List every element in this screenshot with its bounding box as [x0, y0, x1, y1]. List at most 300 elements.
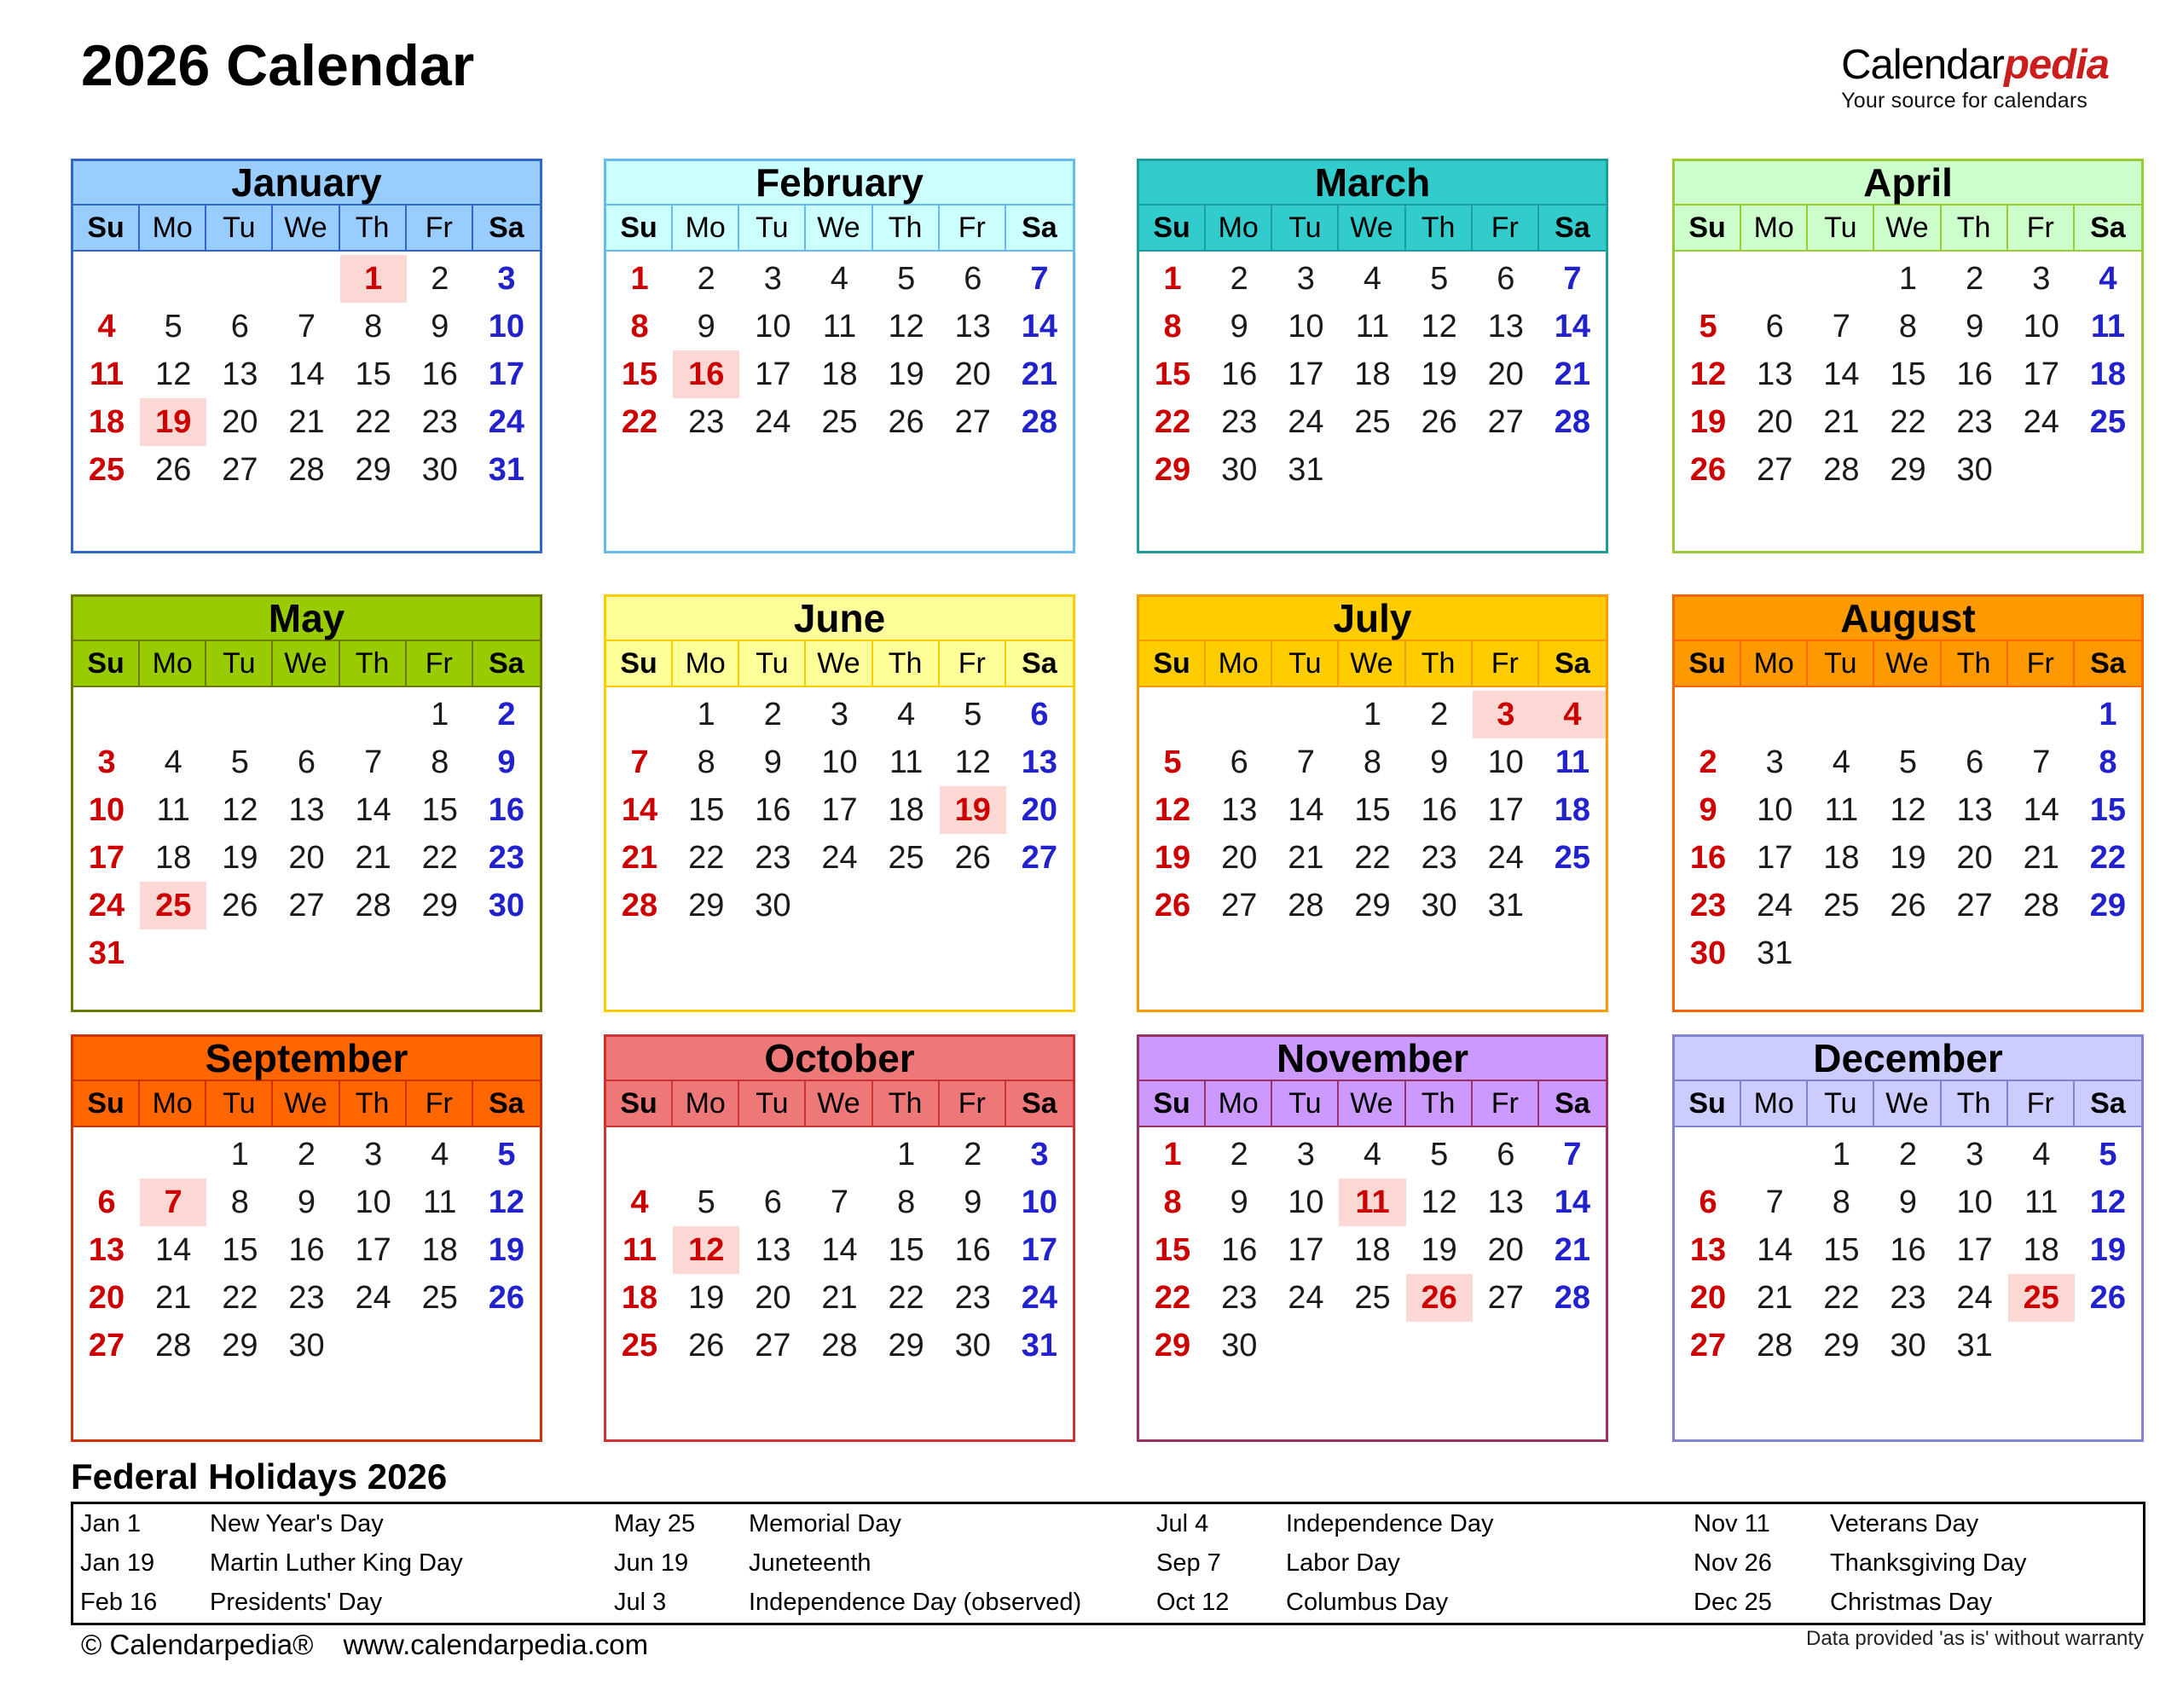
day-cell: 30: [954, 1327, 991, 1364]
weekday-label: Su: [73, 1081, 140, 1126]
weekday-label: We: [1874, 1081, 1941, 1126]
day-cell: 1: [697, 696, 715, 732]
month-july: [1137, 594, 1608, 1012]
day-cell: 2: [1699, 744, 1717, 780]
day-cell: 3: [1966, 1136, 1984, 1172]
empty-cell: [140, 929, 206, 977]
day-cell: 19: [1890, 839, 1926, 876]
month-december: [1672, 1034, 2144, 1442]
day-cell: 25: [88, 451, 125, 488]
day-cell: 22: [1154, 1279, 1191, 1316]
day-cell: 22: [1823, 1279, 1860, 1316]
day-cell: 21: [288, 403, 325, 440]
day-cell: 19: [222, 839, 258, 876]
day-cell: 23: [1689, 887, 1727, 923]
day-cell: 11: [1555, 744, 1589, 780]
day-cell: 27: [1487, 403, 1524, 440]
day-cell: 18: [1554, 791, 1591, 828]
day-cell: 30: [288, 1327, 325, 1364]
holiday-name: New Year's Day: [210, 1509, 384, 1537]
holiday-name: Independence Day (observed): [749, 1589, 1082, 1617]
empty-cell: [473, 1322, 540, 1369]
day-cell: 18: [621, 1279, 658, 1316]
holiday-date: Jul 3: [614, 1589, 667, 1617]
day-cell: 29: [355, 451, 391, 488]
day-cell: 9: [964, 1184, 982, 1220]
day-cell: 21: [1288, 839, 1324, 876]
day-cell: 30: [755, 887, 791, 923]
day-cell: 8: [697, 744, 715, 780]
day-cell: 5: [1430, 260, 1449, 297]
day-cell: 16: [954, 1231, 991, 1268]
day-cell: 29: [1154, 451, 1191, 488]
day-cell: 20: [1689, 1279, 1727, 1316]
month-title: November: [1139, 1037, 1606, 1081]
day-cell: 18: [888, 791, 924, 828]
weekday-label: Th: [1406, 641, 1473, 686]
day-cell: 4: [1363, 260, 1382, 297]
day-cell: 11: [2090, 308, 2125, 344]
weekday-label: Mo: [1741, 206, 1808, 250]
day-cell: 1: [340, 255, 407, 303]
empty-cell: [806, 1131, 872, 1178]
day-cell: 1: [630, 260, 649, 297]
day-cell: 20: [1487, 1231, 1524, 1268]
weekday-label: Th: [340, 1081, 407, 1126]
day-cell: 1: [1832, 1136, 1850, 1172]
holidays-heading: Federal Holidays 2026: [71, 1456, 448, 1497]
day-cell: 26: [888, 403, 924, 440]
day-cell: 13: [1221, 791, 1258, 828]
day-cell: 6: [1030, 696, 1049, 732]
day-cell: 6: [97, 1184, 116, 1220]
day-cell: 27: [954, 403, 991, 440]
day-cell: 24: [1487, 839, 1524, 876]
day-cell: 12: [1890, 791, 1926, 828]
day-cell: 10: [821, 744, 858, 780]
day-cell: 27: [88, 1327, 125, 1364]
empty-cell: [940, 882, 1006, 929]
day-cell: 14: [1823, 356, 1860, 392]
day-cell: 10: [88, 791, 125, 828]
day-cell: 19: [888, 356, 924, 392]
day-cell: 31: [1487, 887, 1524, 923]
day-cell: 25: [140, 882, 206, 929]
holiday-date: Nov 26: [1694, 1549, 1772, 1577]
day-cell: 26: [2089, 1279, 2127, 1316]
empty-cell: [1406, 1322, 1473, 1369]
day-cell: 31: [1956, 1327, 1993, 1364]
holiday-date: Feb 16: [80, 1589, 158, 1617]
day-cell: 18: [2089, 356, 2127, 392]
day-cell: 21: [1554, 356, 1591, 392]
day-cell: 6: [230, 308, 249, 344]
day-cell: 29: [1890, 451, 1926, 488]
holiday-date: Dec 25: [1694, 1589, 1772, 1617]
weekday-label: Th: [340, 206, 407, 250]
day-cell: 19: [2089, 1231, 2127, 1268]
day-cell: 10: [1288, 308, 1324, 344]
weekday-label: Sa: [1022, 1086, 1057, 1120]
day-cell: 20: [755, 1279, 791, 1316]
weekday-label: Tu: [1808, 641, 1874, 686]
weekday-label: Mo: [1741, 1081, 1808, 1126]
month-title: April: [1675, 161, 2141, 206]
day-cell: 16: [1421, 791, 1457, 828]
day-cell: 15: [1823, 1231, 1860, 1268]
day-cell: 28: [2023, 887, 2059, 923]
empty-cell: [273, 255, 339, 303]
day-cell: 15: [688, 791, 725, 828]
day-cell: 26: [488, 1279, 525, 1316]
day-cell: 5: [1699, 308, 1717, 344]
day-cell: 13: [1487, 1184, 1524, 1220]
day-cell: 19: [140, 398, 206, 446]
empty-cell: [1675, 255, 1741, 303]
day-cell: 14: [155, 1231, 192, 1268]
day-cell: 23: [1956, 403, 1993, 440]
day-cell: 1: [1898, 260, 1918, 297]
day-cell: 28: [1288, 887, 1324, 923]
day-cell: 31: [1288, 451, 1324, 488]
day-cell: 19: [940, 786, 1006, 834]
day-cell: 17: [1956, 1231, 1993, 1268]
holiday-date: Nov 11: [1694, 1509, 1770, 1537]
day-cell: 28: [288, 451, 325, 488]
day-cell: 16: [1221, 356, 1258, 392]
day-cell: 30: [1421, 887, 1457, 923]
holiday-date: Jan 1: [80, 1509, 141, 1537]
day-cell: 12: [1689, 356, 1727, 392]
empty-cell: [73, 691, 140, 738]
day-cell: 31: [1757, 935, 1793, 971]
day-cell: 17: [488, 356, 525, 392]
day-cell: 30: [1890, 1327, 1926, 1364]
weekday-label: Mo: [1206, 641, 1272, 686]
empty-cell: [1272, 1322, 1339, 1369]
empty-cell: [1675, 691, 1741, 738]
day-cell: 24: [1288, 1279, 1324, 1316]
weekday-label: Fr: [1473, 1081, 1539, 1126]
weekday-label: Th: [340, 641, 407, 686]
day-cell: 25: [2089, 403, 2127, 440]
day-cell: 24: [355, 1279, 391, 1316]
day-cell: 13: [1021, 744, 1058, 780]
day-cell: 24: [488, 403, 525, 440]
empty-cell: [1473, 1322, 1539, 1369]
day-cell: 28: [1554, 1279, 1591, 1316]
day-cell: 10: [1757, 791, 1793, 828]
day-cell: 3: [497, 260, 516, 297]
empty-cell: [1741, 691, 1808, 738]
day-cell: 17: [755, 356, 791, 392]
day-cell: 7: [297, 308, 316, 344]
day-cell: 13: [288, 791, 325, 828]
day-cell: 10: [755, 308, 791, 344]
day-cell: 22: [222, 1279, 258, 1316]
empty-cell: [1406, 446, 1473, 494]
day-cell: 3: [1296, 260, 1315, 297]
day-cell: 17: [821, 791, 858, 828]
day-cell: 14: [2023, 791, 2059, 828]
footer-url[interactable]: www.calendarpedia.com: [343, 1629, 649, 1660]
day-cell: 3: [1296, 1136, 1315, 1172]
day-cell: 18: [821, 356, 858, 392]
day-cell: 18: [1823, 839, 1860, 876]
day-cell: 17: [355, 1231, 391, 1268]
day-cell: 22: [1154, 403, 1191, 440]
day-cell: 5: [897, 260, 916, 297]
weekday-label: Su: [606, 641, 673, 686]
day-cell: 19: [488, 1231, 525, 1268]
day-cell: 28: [821, 1327, 858, 1364]
day-cell: 30: [1689, 935, 1727, 971]
day-cell: 8: [364, 308, 383, 344]
day-cell: 22: [1890, 403, 1926, 440]
day-cell: 13: [1757, 356, 1793, 392]
day-cell: 9: [497, 744, 516, 780]
empty-cell: [273, 929, 339, 977]
day-cell: 4: [431, 1136, 449, 1172]
day-cell: 12: [222, 791, 258, 828]
day-cell: 8: [431, 744, 449, 780]
day-cell: 4: [897, 696, 916, 732]
day-cell: 12: [1154, 791, 1191, 828]
day-cell: 19: [1421, 1231, 1457, 1268]
day-cell: 23: [488, 839, 525, 876]
month-february: [604, 159, 1075, 553]
day-cell: 8: [897, 1184, 916, 1220]
day-cell: 26: [954, 839, 991, 876]
day-cell: 31: [488, 451, 525, 488]
empty-cell: [340, 929, 407, 977]
day-cell: 17: [1021, 1231, 1058, 1268]
day-cell: 1: [2099, 696, 2117, 732]
empty-cell: [1808, 691, 1874, 738]
day-cell: 11: [889, 744, 924, 780]
empty-cell: [1942, 691, 2008, 738]
day-cell: 6: [1966, 744, 1984, 780]
day-cell: 11: [822, 308, 857, 344]
holiday-date: Jun 19: [614, 1549, 689, 1577]
weekday-label: Tu: [206, 641, 273, 686]
day-cell: 17: [1757, 839, 1793, 876]
day-cell: 7: [1563, 1136, 1582, 1172]
day-cell: 4: [1832, 744, 1850, 780]
weekday-label: Tu: [1272, 206, 1339, 250]
day-cell: 20: [88, 1279, 125, 1316]
day-cell: 20: [1021, 791, 1058, 828]
holiday-name: Presidents' Day: [210, 1589, 383, 1617]
day-cell: 18: [421, 1231, 458, 1268]
month-title: September: [73, 1037, 540, 1081]
empty-cell: [473, 929, 540, 977]
weekday-label: Su: [1675, 206, 1741, 250]
holidays-table: [71, 1502, 2145, 1625]
weekday-label: Th: [1406, 206, 1473, 250]
month-june: [604, 594, 1075, 1012]
day-cell: 11: [2024, 1184, 2059, 1220]
day-cell: 27: [1757, 451, 1793, 488]
month-title: May: [73, 597, 540, 641]
weekday-label: Mo: [1206, 1081, 1272, 1126]
day-cell: 12: [1421, 308, 1457, 344]
empty-cell: [2008, 446, 2075, 494]
holiday-name: Martin Luther King Day: [210, 1549, 463, 1577]
weekday-label: We: [273, 1081, 339, 1126]
day-cell: 6: [1497, 1136, 1515, 1172]
day-cell: 16: [1956, 356, 1993, 392]
day-cell: 7: [830, 1184, 849, 1220]
day-cell: 20: [1221, 839, 1258, 876]
day-cell: 29: [1154, 1327, 1191, 1364]
day-cell: 3: [830, 696, 849, 732]
day-cell: 29: [688, 887, 725, 923]
weekday-label: Su: [73, 641, 140, 686]
day-cell: 26: [688, 1327, 725, 1364]
day-cell: 4: [830, 260, 849, 297]
weekday-label: Su: [1139, 206, 1206, 250]
day-cell: 4: [2099, 260, 2117, 297]
month-october: [604, 1034, 1075, 1442]
day-cell: 17: [88, 839, 125, 876]
day-cell: 12: [2089, 1184, 2127, 1220]
day-cell: 23: [1221, 403, 1258, 440]
day-cell: 22: [621, 403, 658, 440]
holiday-date: Sep 7: [1156, 1549, 1221, 1577]
day-cell: 24: [2023, 403, 2059, 440]
weekday-label: Sa: [489, 646, 524, 680]
weekday-label: Su: [1139, 641, 1206, 686]
day-cell: 13: [88, 1231, 125, 1268]
weekday-label: Mo: [140, 641, 206, 686]
month-title: December: [1675, 1037, 2141, 1081]
holiday-name: Juneteenth: [749, 1549, 871, 1577]
month-title: July: [1139, 597, 1606, 641]
day-cell: 18: [1354, 356, 1391, 392]
day-cell: 25: [1354, 1279, 1391, 1316]
month-title: June: [606, 597, 1073, 641]
day-cell: 10: [1288, 1184, 1324, 1220]
day-cell: 10: [355, 1184, 391, 1220]
day-cell: 3: [97, 744, 116, 780]
day-cell: 10: [1956, 1184, 1993, 1220]
day-cell: 7: [140, 1178, 206, 1226]
day-cell: 10: [1487, 744, 1524, 780]
weekday-label: Sa: [2090, 646, 2126, 680]
empty-cell: [1741, 255, 1808, 303]
holiday-date: Oct 12: [1156, 1589, 1230, 1617]
day-cell: 12: [155, 356, 192, 392]
day-cell: 30: [421, 451, 458, 488]
empty-cell: [2075, 929, 2141, 977]
day-cell: 21: [1823, 403, 1860, 440]
day-cell: 5: [230, 744, 249, 780]
day-cell: 4: [164, 744, 182, 780]
day-cell: 11: [1339, 1178, 1405, 1226]
day-cell: 25: [621, 1327, 658, 1364]
empty-cell: [1473, 446, 1539, 494]
day-cell: 2: [1230, 260, 1248, 297]
day-cell: 31: [1021, 1327, 1058, 1364]
day-cell: 18: [155, 839, 192, 876]
holiday-name: Veterans Day: [1830, 1509, 1979, 1537]
day-cell: 21: [821, 1279, 858, 1316]
day-cell: 15: [1354, 791, 1391, 828]
weekday-label: Mo: [1741, 641, 1808, 686]
weekday-label: Tu: [739, 206, 806, 250]
day-cell: 3: [1765, 744, 1784, 780]
day-cell: 12: [488, 1184, 525, 1220]
day-cell: 14: [621, 791, 658, 828]
day-cell: 14: [288, 356, 325, 392]
day-cell: 9: [763, 744, 782, 780]
empty-cell: [407, 1322, 473, 1369]
day-cell: 21: [1021, 356, 1058, 392]
footer: [81, 1629, 648, 1661]
day-cell: 25: [421, 1279, 458, 1316]
day-cell: 26: [1406, 1274, 1473, 1322]
empty-cell: [140, 1131, 206, 1178]
day-cell: 8: [230, 1184, 249, 1220]
day-cell: 27: [1689, 1327, 1727, 1364]
weekday-label: Fr: [940, 641, 1006, 686]
day-cell: 11: [1355, 308, 1390, 344]
day-cell: 30: [488, 887, 525, 923]
weekday-label: Fr: [2008, 641, 2075, 686]
empty-cell: [407, 929, 473, 977]
weekday-label: Sa: [1555, 211, 1590, 244]
day-cell: 5: [164, 308, 182, 344]
weekday-label: Th: [1406, 1081, 1473, 1126]
day-cell: 4: [97, 308, 116, 344]
weekday-label: Fr: [940, 1081, 1006, 1126]
day-cell: 10: [488, 308, 525, 344]
day-cell: 2: [697, 260, 715, 297]
day-cell: 29: [1354, 887, 1391, 923]
day-cell: 3: [1030, 1136, 1049, 1172]
weekday-label: Mo: [140, 206, 206, 250]
weekday-label: Sa: [489, 1086, 524, 1120]
empty-cell: [606, 691, 673, 738]
day-cell: 2: [297, 1136, 316, 1172]
empty-cell: [1539, 882, 1606, 929]
empty-cell: [1339, 446, 1405, 494]
day-cell: 25: [888, 839, 924, 876]
month-may: [71, 594, 542, 1012]
day-cell: 13: [954, 308, 991, 344]
weekday-label: Mo: [673, 1081, 739, 1126]
day-cell: 13: [755, 1231, 791, 1268]
day-cell: 14: [1021, 308, 1058, 344]
empty-cell: [140, 255, 206, 303]
weekday-label: Fr: [407, 641, 473, 686]
day-cell: 28: [355, 887, 391, 923]
month-title: January: [73, 161, 540, 206]
day-cell: 13: [1689, 1231, 1727, 1268]
weekday-label: Sa: [489, 211, 524, 244]
empty-cell: [1539, 1322, 1606, 1369]
day-cell: 28: [1021, 403, 1058, 440]
day-cell: 24: [821, 839, 858, 876]
day-cell: 12: [1421, 1184, 1457, 1220]
day-cell: 15: [621, 356, 658, 392]
holiday-name: Independence Day: [1286, 1509, 1494, 1537]
empty-cell: [1139, 691, 1206, 738]
weekday-label: Fr: [1473, 641, 1539, 686]
day-cell: 4: [1363, 1136, 1382, 1172]
weekday-label: We: [1339, 206, 1405, 250]
